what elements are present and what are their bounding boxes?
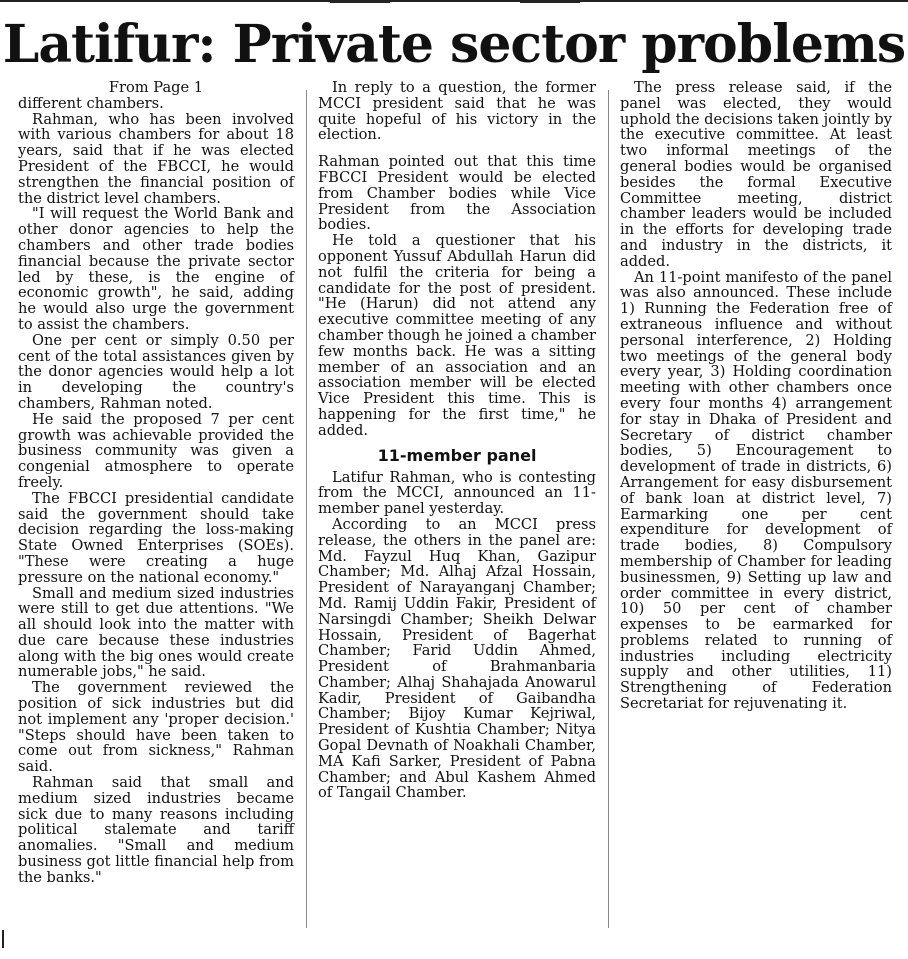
paragraph: One per cent or simply 0.50 per cent of the total assistances given by the donor agencies would help a lot in developing the country's chambers, Rahman noted. xyxy=(18,331,294,412)
paragraph: Small and medium sized industries were still to get due attentions. "We all should look into the matter with due care because these industries along with the big ones would create numerable jobs," he said. xyxy=(18,584,294,681)
paragraph: The press release said, if the panel was elected, they would uphold the decisions taken jointly by the executive committee. At least two informal meetings of the general bodies would be organised besides the formal Executive Committee meeting, district chamber leaders would be included in the efforts for developing trade and industry in the districts, it added. xyxy=(620,79,892,270)
column-3 xyxy=(620,80,892,712)
paragraph: Latifur Rahman, who is contesting from the MCCI, announced an 11-member panel yesterday. xyxy=(318,468,596,518)
paragraph: In reply to a question, the former MCCI president said that he was quite hopeful of his victory in the election. xyxy=(318,79,596,144)
paragraph: Rahman pointed out that this time FBCCI President would be elected from Chamber bodies while Vice President from the Association bodies. xyxy=(318,153,596,234)
paragraph: The government reviewed the position of sick industries but did not implement any 'proper decision.' "Steps should have been taken to come out from sickness," Rahman said. xyxy=(18,679,294,776)
paragraph: Rahman, who has been involved with various chambers for about 18 years, said that if he was elected President of the FBCCI, he would strengthen the financial position of the district level chambers. xyxy=(18,110,294,207)
column-rule xyxy=(608,90,609,928)
paragraph: He said the proposed 7 per cent growth was achievable provided the business community was given a congenial atmosphere to operate freely. xyxy=(18,410,294,491)
paragraph: different chambers. xyxy=(18,94,164,112)
top-rule-mark xyxy=(330,0,390,3)
column-1 xyxy=(18,80,294,886)
column-2 xyxy=(318,80,596,801)
top-rule xyxy=(0,0,908,7)
paragraph: Rahman said that small and medium sized industries became sick due to many reasons including political stalemate and tariff anomalies. "Small and medium business got little financial help from the banks." xyxy=(18,774,294,886)
top-rule-mark xyxy=(520,0,580,3)
paragraph: The FBCCI presidential candidate said the government should take decision regarding the loss-making State Owned Enterprises (SOEs). "These were creating a huge pressure on the national economy." xyxy=(18,489,294,586)
page-edge-mark xyxy=(2,930,4,948)
paragraph: "I will request the World Bank and other donor agencies to help the chambers and other trade bodies financial because the private sector led by these, is the engine of economic growth", he said, adding he would also urge the government to assist the chambers. xyxy=(18,205,294,333)
paragraph: He told a questioner that his opponent Yussuf Abdullah Harun did not fulfil the criteria for being a candidate for the post of president. "He (Harun) did not attend any executive committee meeting of any chamber though he joined a chamber few months back. He was a sitting member of an association and an association member will be elected Vice President this time. This is happening for the first time," he added. xyxy=(318,232,596,439)
paragraph: An 11-point manifesto of the panel was also announced. These include 1) Running the Federation free of extraneous influence and without personal interference, 2) Holding two meetings of the general body every year, 3) Holding coordination meeting with other chambers once every four months 4) arrangement for stay in Dhaka of President and Secretary of district chamber bodies, 5) Encouragement to development of trade in districts, 6) Arrangement for easy disbursement of bank loan at district level, 7) Earmarking one per cent expenditure for development of trade bodies, 8) Compulsory membership of Chamber for leading businessmen, 9) Setting up law and order committee in every district, 10) 50 per cent of chamber expenses to be earmarked for problems related to running of industries including electricity supply and other utilities, 11) Strengthening of Federation Secretariat for rejuvenating it. xyxy=(620,268,892,713)
subheading: 11-member panel xyxy=(377,445,537,465)
paragraph: According to an MCCI press release, the others in the panel are: Md. Fayzul Huq Khan, Gazipur Chamber; Md. Alhaj Afzal Hossain, President of Narayanganj Chamber; Md. Ramij Uddin Fakir, President of Narsingdi Chamber; Sheikh Delwar Hossain, President of Bagerhat Chamber; Farid Uddin Ahmed, President of Brahmanbaria Chamber; Alhaj Shahajada Anowarul Kadir, President of Gaibandha Chamber; Bijoy Kumar Kejriwal, President of Kushtia Chamber; Nitya Gopal Devnath of Noakhali Chamber, MA Kafi Sarker, President of Pabna Chamber; and Abul Kashem Ahmed of Tangail Chamber. xyxy=(318,515,596,802)
continued-from-label: From Page 1 xyxy=(108,79,204,96)
headline: Latifur: Private sector problems xyxy=(2,14,906,75)
column-rule xyxy=(306,90,307,928)
